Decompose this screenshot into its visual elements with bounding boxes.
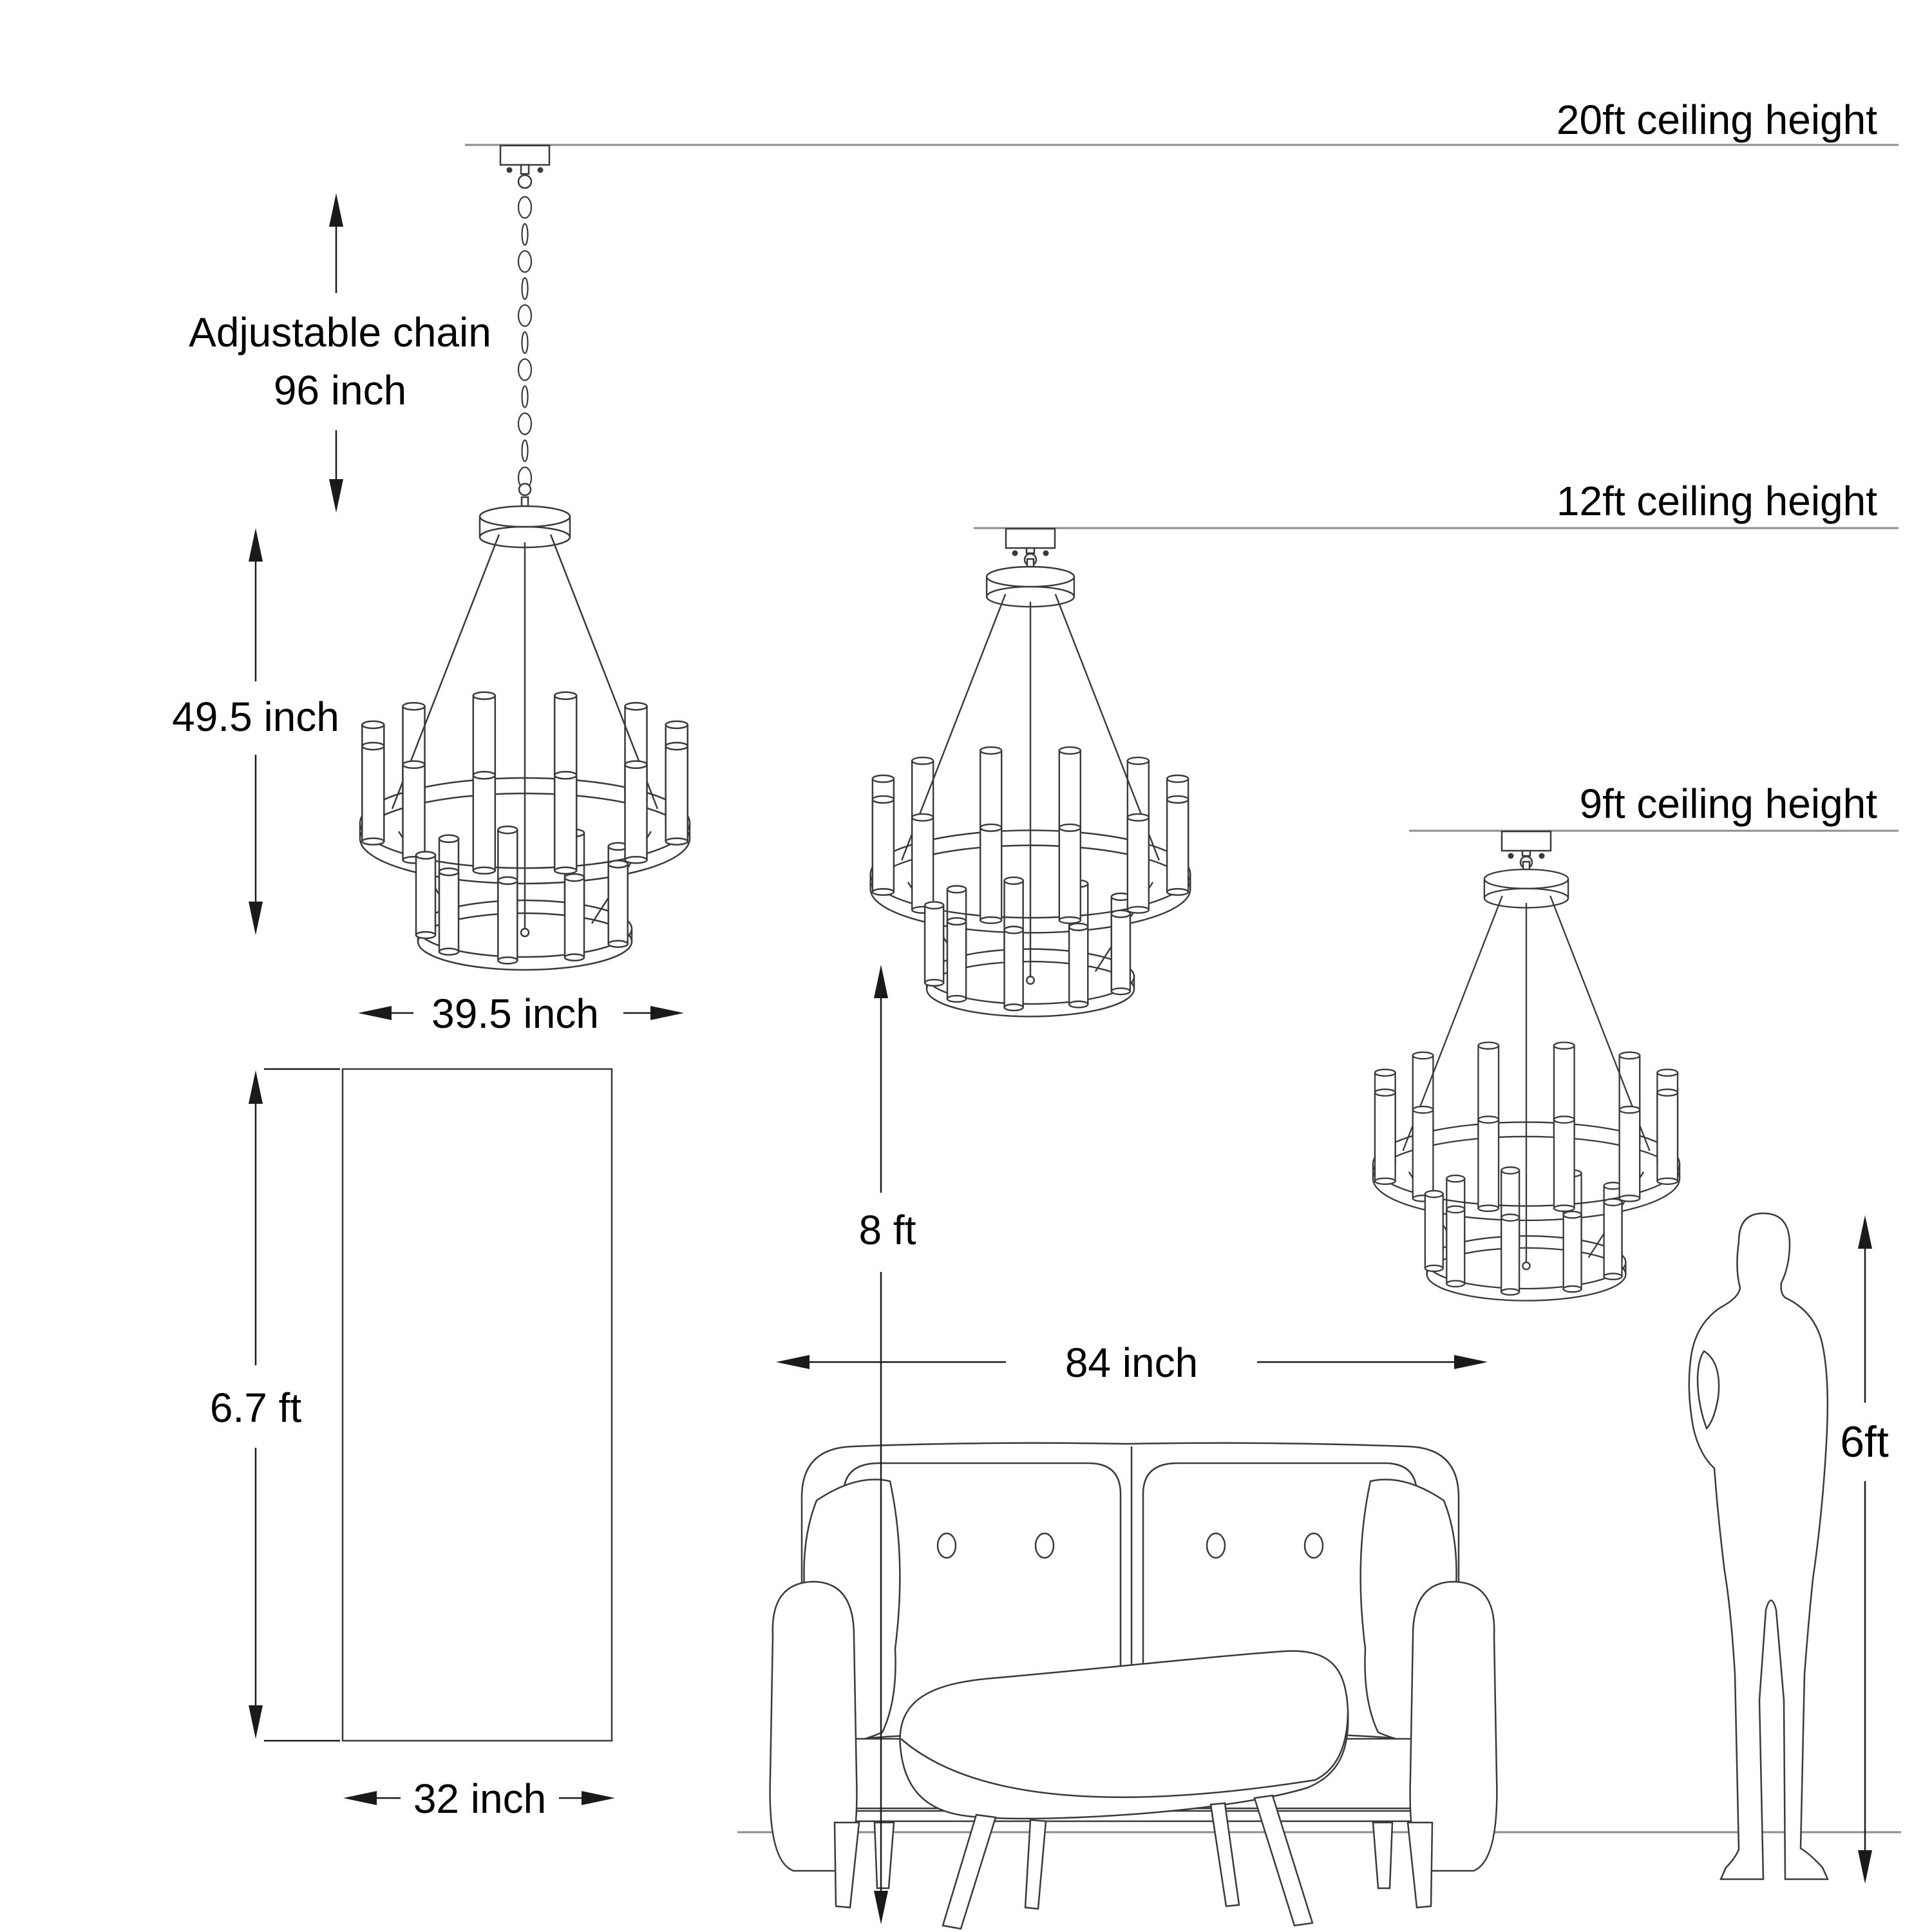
fixture-width-label: 39.5 inch — [431, 990, 599, 1037]
dimension-fixture-width — [358, 990, 684, 1037]
arrow-right-icon — [582, 1791, 615, 1805]
arrow-up-icon — [249, 1070, 263, 1104]
chain-label-line2: 96 inch — [273, 367, 407, 413]
canopy — [1006, 529, 1055, 548]
sofa-width-label: 84 inch — [1065, 1340, 1198, 1386]
chandelier — [360, 146, 690, 970]
coffee-table-leg-back-right — [1211, 1803, 1239, 1906]
door-rect — [343, 1069, 612, 1741]
arrow-up-icon — [249, 528, 263, 562]
door-outline — [264, 1069, 612, 1741]
arrow-left-icon — [343, 1791, 377, 1805]
arrow-left-icon — [358, 1006, 392, 1020]
dimension-sofa-width — [776, 1340, 1488, 1386]
person-height-label: 6ft — [1840, 1417, 1889, 1466]
chandelier — [871, 529, 1191, 1016]
door-height-label: 6.7 ft — [209, 1385, 302, 1431]
dimension-person-height — [1840, 1215, 1889, 1884]
coffee-table-leg-front-right — [1255, 1795, 1312, 1926]
arrow-right-icon — [1454, 1355, 1488, 1369]
arrow-down-icon — [249, 1705, 263, 1739]
chandeliers-group — [360, 146, 1680, 1301]
door-width-label: 32 inch — [413, 1776, 547, 1822]
ceiling-20ft-label: 20ft ceiling height — [1556, 97, 1877, 143]
ceiling-12ft-label: 12ft ceiling height — [1556, 478, 1877, 524]
sofa-leg-front-right — [1408, 1823, 1432, 1908]
canopy — [1502, 831, 1551, 851]
sofa-leg-back-left — [875, 1823, 894, 1888]
dimension-chain — [189, 193, 491, 513]
canopy — [500, 146, 549, 165]
arrow-right-icon — [650, 1006, 684, 1020]
ceiling-20ft — [465, 97, 1899, 145]
ceiling-12ft — [974, 478, 1899, 528]
fixture-height-label: 49.5 inch — [172, 694, 339, 740]
ceiling-9ft-label: 9ft ceiling height — [1579, 781, 1877, 827]
arrow-down-icon — [329, 479, 343, 513]
chandelier — [1373, 831, 1680, 1301]
person-silhouette — [1689, 1213, 1828, 1879]
person-outline — [1689, 1213, 1828, 1879]
arrow-up-icon — [874, 965, 888, 998]
arrow-left-icon — [776, 1355, 810, 1369]
arrow-down-icon — [874, 1891, 888, 1924]
dimension-door-height — [210, 1070, 302, 1739]
chain-label-line1: Adjustable chain — [189, 309, 491, 355]
arrow-down-icon — [249, 902, 263, 935]
arrow-up-icon — [329, 193, 343, 227]
dimension-door-width — [343, 1776, 615, 1822]
sofa-leg-front-left — [835, 1823, 859, 1908]
sofa-leg-back-right — [1373, 1823, 1392, 1888]
coffee-table-leg-back-left — [1025, 1820, 1046, 1909]
coffee-table-drawing — [900, 1651, 1349, 1929]
floor-to-fixture-label: 8 ft — [858, 1207, 916, 1253]
arrow-down-icon — [1858, 1850, 1872, 1884]
ceiling-9ft — [1409, 781, 1899, 831]
dimension-fixture-height — [172, 528, 339, 935]
arrow-up-icon — [1858, 1215, 1872, 1249]
